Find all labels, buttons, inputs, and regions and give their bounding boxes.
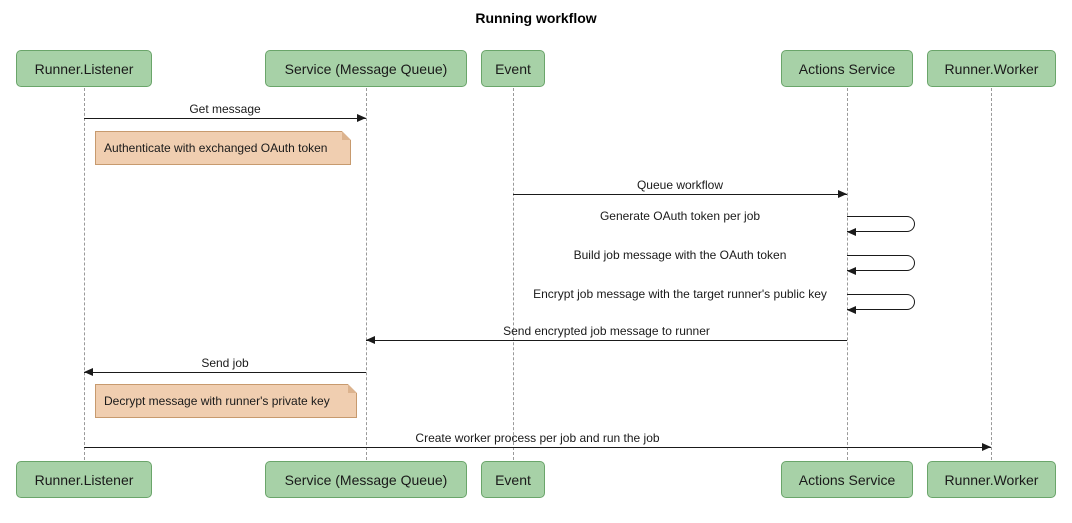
message-label-get-message: Get message (189, 102, 261, 116)
self-loop-build-job-message (847, 255, 915, 271)
actor-bottom-runner-worker[interactable] (927, 461, 1056, 498)
actor-label: Actions Service (798, 471, 896, 488)
actor-label: Event (495, 471, 531, 488)
message-label-generate-oauth-token: Generate OAuth token per job (599, 209, 761, 223)
actor-label: Actions Service (798, 60, 896, 77)
lifeline-service-message-queue (366, 88, 367, 460)
message-line-get-message (84, 118, 366, 119)
actor-label: Service (Message Queue) (284, 60, 448, 77)
arrow-head-icon (838, 190, 847, 198)
note-fold-icon (348, 384, 357, 393)
message-label-queue-workflow: Queue workflow (636, 178, 724, 192)
actor-label: Runner.Listener (34, 471, 134, 488)
lifeline-event (513, 88, 514, 460)
arrow-head-icon (982, 443, 991, 451)
message-line-send-encrypted-job (366, 340, 847, 341)
actor-bottom-service-message-queue[interactable] (265, 461, 467, 498)
actor-bottom-runner-listener[interactable] (16, 461, 152, 498)
actor-label: Event (495, 60, 531, 77)
message-line-queue-workflow (513, 194, 847, 195)
actor-top-actions-service[interactable] (781, 50, 913, 87)
actor-top-runner-worker[interactable] (927, 50, 1056, 87)
message-label-build-job-message: Build job message with the OAuth token (573, 248, 787, 262)
arrow-head-icon (847, 267, 856, 275)
message-label-create-worker-process: Create worker process per job and run the job (415, 431, 660, 445)
message-label-encrypt-job-message: Encrypt job message with the target runner's public key (533, 287, 827, 301)
actor-label: Runner.Worker (944, 471, 1039, 488)
actor-bottom-actions-service[interactable] (781, 461, 913, 498)
message-label-send-encrypted-job: Send encrypted job message to runner (503, 324, 710, 338)
actor-top-service-message-queue[interactable] (265, 50, 467, 87)
arrow-head-icon (847, 228, 856, 236)
arrow-head-icon (847, 306, 856, 314)
note-fold-icon (342, 131, 351, 140)
actor-top-runner-listener[interactable] (16, 50, 152, 87)
self-loop-generate-oauth-token (847, 216, 915, 232)
diagram-title: Running workflow (475, 10, 597, 26)
message-line-create-worker-process (84, 447, 991, 448)
lifeline-runner-worker (991, 88, 992, 460)
self-loop-encrypt-job-message (847, 294, 915, 310)
note-decrypt-message (95, 384, 357, 418)
actor-bottom-event[interactable] (481, 461, 545, 498)
message-label-send-job: Send job (201, 356, 249, 370)
actor-top-event[interactable] (481, 50, 545, 87)
lifeline-runner-listener (84, 88, 85, 460)
actor-label: Service (Message Queue) (284, 471, 448, 488)
arrow-head-icon (366, 336, 375, 344)
actor-label: Runner.Listener (34, 60, 134, 77)
actor-label: Runner.Worker (944, 60, 1039, 77)
note-authenticate-oauth (95, 131, 351, 165)
note-label: Authenticate with exchanged OAuth token (104, 141, 328, 155)
note-label: Decrypt message with runner's private key (104, 394, 330, 408)
message-line-send-job (84, 372, 366, 373)
arrow-head-icon (357, 114, 366, 122)
arrow-head-icon (84, 368, 93, 376)
